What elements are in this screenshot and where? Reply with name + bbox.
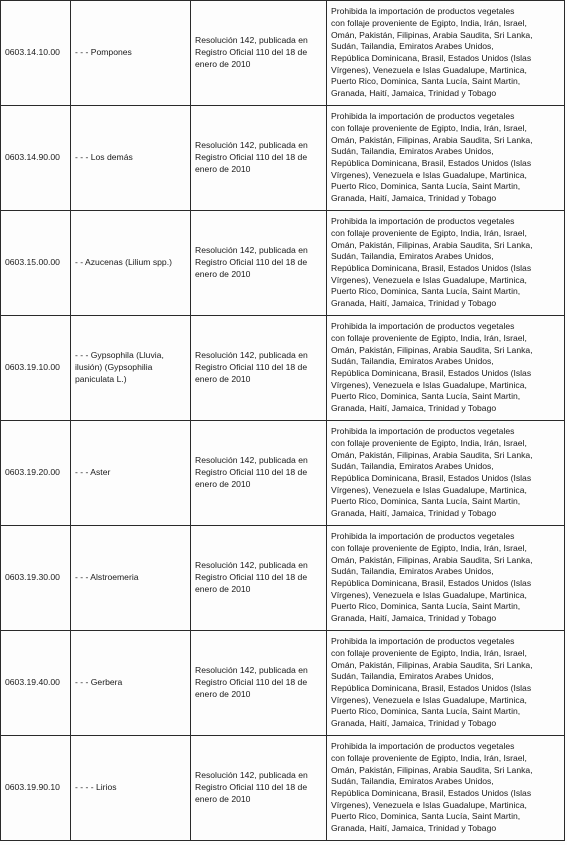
prohibition-line: Granada, Haití, Jamaica, Trinidad y Tobago — [331, 298, 497, 309]
prohibition-line: Granada, Haití, Jamaica, Trinidad y Tobago — [331, 88, 497, 99]
prohibition-line: Puerto Rico, Dominica, Santa Lucía, Saint Martin, — [331, 391, 521, 402]
prohibition-line: Prohibida la importación de productos vegetales — [331, 111, 515, 122]
prohibition-line: con follaje proveniente de Egipto, India, Irán, Israel, — [331, 227, 527, 238]
prohibition-line: República Dominicana, Brasil, Estados Unidos (Islas — [331, 263, 532, 273]
prohibition-cell — [327, 1, 565, 106]
resolution-cell: Resolución 142, publicada en Registro Oficial 110 del 18 de enero de 2010 — [191, 526, 327, 631]
prohibition-cell — [327, 106, 565, 211]
prohibition-cell — [327, 421, 565, 526]
prohibition-line: República Dominicana, Brasil, Estados Unidos (Islas — [331, 53, 532, 63]
product-description-cell: - - - Aster — [71, 421, 191, 526]
resolution-cell: Resolución 142, publicada en Registro Oficial 110 del 18 de enero de 2010 — [191, 736, 327, 841]
prohibition-line: Puerto Rico, Dominica, Santa Lucía, Saint Martin, — [331, 76, 521, 87]
prohibition-line: Prohibida la importación de productos vegetales — [331, 741, 515, 752]
prohibition-line: con follaje proveniente de Egipto, India, Irán, Israel, — [331, 437, 527, 448]
prohibition-line: con follaje proveniente de Egipto, India, Irán, Israel, — [331, 17, 527, 28]
prohibition-line: Vírgenes), Venezuela e Islas Guadalupe, Martinica, — [331, 484, 527, 495]
prohibition-cell — [327, 526, 565, 631]
prohibition-line: Puerto Rico, Dominica, Santa Lucía, Saint Martin, — [331, 181, 521, 192]
prohibition-line: Prohibida la importación de productos vegetales — [331, 531, 515, 542]
prohibition-line: República Dominicana, Brasil, Estados Unidos (Islas — [331, 473, 532, 483]
table-row — [1, 211, 565, 316]
prohibition-line: Vírgenes), Venezuela e Islas Guadalupe, Martinica, — [331, 64, 527, 75]
prohibition-line: Prohibida la importación de productos vegetales — [331, 426, 515, 437]
prohibition-line: República Dominicana, Brasil, Estados Unidos (Islas — [331, 683, 532, 693]
tariff-code-cell: 0603.19.90.10 — [1, 736, 71, 841]
table-row — [1, 106, 565, 211]
prohibition-cell — [327, 736, 565, 841]
resolution-cell: Resolución 142, publicada en Registro Oficial 110 del 18 de enero de 2010 — [191, 1, 327, 106]
prohibition-line: Granada, Haití, Jamaica, Trinidad y Tobago — [331, 718, 497, 729]
prohibition-line: Omán, Pakistán, Filipinas, Arabia Saudita, Sri Lanka, — [331, 134, 533, 145]
table-row — [1, 526, 565, 631]
prohibition-line: con follaje proveniente de Egipto, India, Irán, Israel, — [331, 542, 527, 553]
product-description-cell: - - Azucenas (Lilium spp.) — [71, 211, 191, 316]
prohibition-line: Sudán, Tailandia, Emiratos Arabes Unidos, — [331, 566, 494, 577]
table-row — [1, 631, 565, 736]
prohibition-cell — [327, 211, 565, 316]
prohibition-line: República Dominicana, Brasil, Estados Unidos (Islas — [331, 158, 532, 168]
prohibition-line: Prohibida la importación de productos vegetales — [331, 321, 515, 332]
table-row — [1, 316, 565, 421]
prohibition-line: Sudán, Tailandia, Emiratos Arabes Unidos, — [331, 251, 494, 262]
product-description-cell: - - - Gypsophila (Lluvia, ilusión) (Gypsophilia paniculata L.) — [71, 316, 191, 421]
prohibition-line: República Dominicana, Brasil, Estados Unidos (Islas — [331, 368, 532, 378]
prohibition-line: Prohibida la importación de productos vegetales — [331, 216, 515, 227]
prohibition-line: Sudán, Tailandia, Emiratos Arabes Unidos, — [331, 356, 494, 367]
prohibition-line: República Dominicana, Brasil, Estados Unidos (Islas — [331, 578, 532, 588]
prohibition-line: Puerto Rico, Dominica, Santa Lucía, Saint Martin, — [331, 496, 521, 507]
prohibition-line: Sudán, Tailandia, Emiratos Arabes Unidos, — [331, 776, 494, 787]
table-row — [1, 736, 565, 841]
prohibition-line: con follaje proveniente de Egipto, India, Irán, Israel, — [331, 122, 527, 133]
prohibition-line: Vírgenes), Venezuela e Islas Guadalupe, Martinica, — [331, 799, 527, 810]
prohibition-line: Omán, Pakistán, Filipinas, Arabia Saudita, Sri Lanka, — [331, 29, 533, 40]
prohibition-line: Omán, Pakistán, Filipinas, Arabia Saudita, Sri Lanka, — [331, 449, 533, 460]
prohibition-line: Granada, Haití, Jamaica, Trinidad y Tobago — [331, 403, 497, 414]
prohibition-line: Vírgenes), Venezuela e Islas Guadalupe, Martinica, — [331, 589, 527, 600]
prohibition-line: Prohibida la importación de productos vegetales — [331, 636, 515, 647]
prohibition-line: Puerto Rico, Dominica, Santa Lucía, Saint Martin, — [331, 286, 521, 297]
prohibition-line: Omán, Pakistán, Filipinas, Arabia Saudita, Sri Lanka, — [331, 239, 533, 250]
product-description-cell: - - - - Lirios — [71, 736, 191, 841]
product-description-cell: - - - Alstroemeria — [71, 526, 191, 631]
prohibition-line: Vírgenes), Venezuela e Islas Guadalupe, Martinica, — [331, 694, 527, 705]
tariff-code-cell: 0603.19.30.00 — [1, 526, 71, 631]
prohibition-line: Granada, Haití, Jamaica, Trinidad y Tobago — [331, 823, 497, 834]
table-row — [1, 1, 565, 106]
prohibition-line: con follaje proveniente de Egipto, India, Irán, Israel, — [331, 332, 527, 343]
prohibition-line: Omán, Pakistán, Filipinas, Arabia Saudita, Sri Lanka, — [331, 764, 533, 775]
resolution-cell: Resolución 142, publicada en Registro Oficial 110 del 18 de enero de 2010 — [191, 421, 327, 526]
resolution-cell: Resolución 142, publicada en Registro Oficial 110 del 18 de enero de 2010 — [191, 211, 327, 316]
prohibition-line: República Dominicana, Brasil, Estados Unidos (Islas — [331, 788, 532, 798]
prohibition-line: Omán, Pakistán, Filipinas, Arabia Saudita, Sri Lanka, — [331, 554, 533, 565]
tariff-code-cell: 0603.14.90.00 — [1, 106, 71, 211]
prohibition-line: Omán, Pakistán, Filipinas, Arabia Saudita, Sri Lanka, — [331, 659, 533, 670]
prohibition-line: con follaje proveniente de Egipto, India, Irán, Israel, — [331, 647, 527, 658]
prohibition-line: con follaje proveniente de Egipto, India, Irán, Israel, — [331, 752, 527, 763]
prohibition-cell — [327, 316, 565, 421]
prohibition-line: Sudán, Tailandia, Emiratos Arabes Unidos, — [331, 41, 494, 52]
product-description-cell: - - - Pompones — [71, 1, 191, 106]
tariff-code-cell: 0603.19.10.00 — [1, 316, 71, 421]
prohibition-line: Sudán, Tailandia, Emiratos Arabes Unidos, — [331, 671, 494, 682]
tariff-code-cell: 0603.14.10.00 — [1, 1, 71, 106]
prohibition-line: Granada, Haití, Jamaica, Trinidad y Tobago — [331, 508, 497, 519]
prohibition-line: Puerto Rico, Dominica, Santa Lucía, Saint Martin, — [331, 706, 521, 717]
product-description-cell: - - - Los demás — [71, 106, 191, 211]
prohibition-line: Prohibida la importación de productos vegetales — [331, 6, 515, 17]
product-description-cell: - - - Gerbera — [71, 631, 191, 736]
prohibition-line: Omán, Pakistán, Filipinas, Arabia Saudita, Sri Lanka, — [331, 344, 533, 355]
resolution-cell: Resolución 142, publicada en Registro Oficial 110 del 18 de enero de 2010 — [191, 316, 327, 421]
tariff-code-cell: 0603.15.00.00 — [1, 211, 71, 316]
prohibition-line: Vírgenes), Venezuela e Islas Guadalupe, Martinica, — [331, 169, 527, 180]
prohibition-line: Sudán, Tailandia, Emiratos Arabes Unidos, — [331, 461, 494, 472]
tariff-code-cell: 0603.19.20.00 — [1, 421, 71, 526]
prohibition-cell — [327, 631, 565, 736]
prohibition-line: Granada, Haití, Jamaica, Trinidad y Tobago — [331, 613, 497, 624]
resolution-cell: Resolución 142, publicada en Registro Oficial 110 del 18 de enero de 2010 — [191, 631, 327, 736]
prohibition-line: Vírgenes), Venezuela e Islas Guadalupe, Martinica, — [331, 379, 527, 390]
prohibition-line: Sudán, Tailandia, Emiratos Arabes Unidos, — [331, 146, 494, 157]
prohibition-line: Puerto Rico, Dominica, Santa Lucía, Saint Martin, — [331, 811, 521, 822]
prohibition-line: Vírgenes), Venezuela e Islas Guadalupe, Martinica, — [331, 274, 527, 285]
table-row — [1, 421, 565, 526]
tariff-code-cell: 0603.19.40.00 — [1, 631, 71, 736]
prohibition-line: Puerto Rico, Dominica, Santa Lucía, Saint Martin, — [331, 601, 521, 612]
prohibition-line: Granada, Haití, Jamaica, Trinidad y Tobago — [331, 193, 497, 204]
resolution-cell: Resolución 142, publicada en Registro Oficial 110 del 18 de enero de 2010 — [191, 106, 327, 211]
